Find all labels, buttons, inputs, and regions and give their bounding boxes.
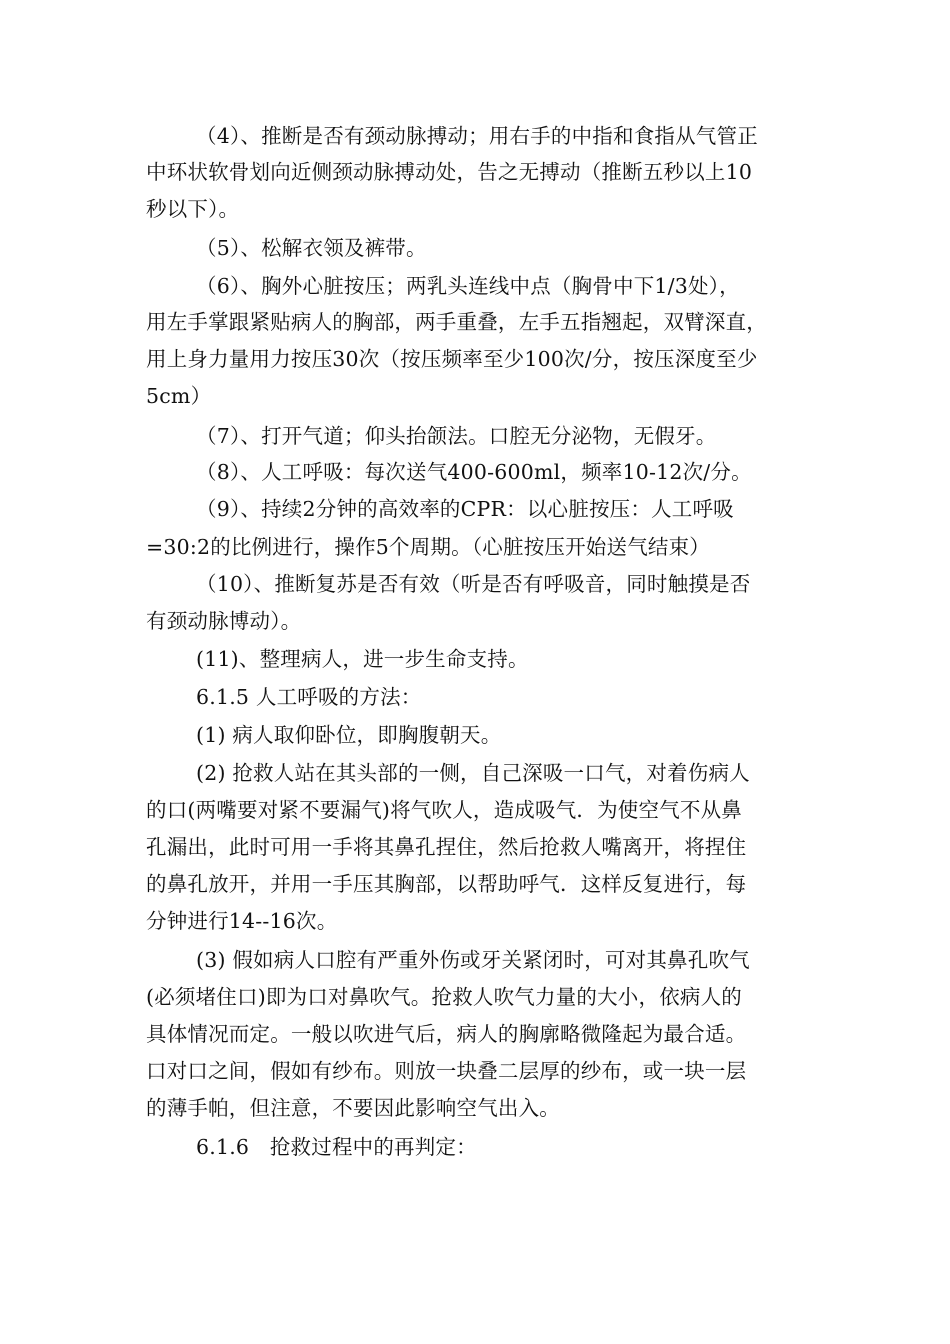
text-line: （5）、松解衣领及裤带。 [196,236,427,260]
text-line: 用上身力量用力按压30次（按压频率至少100次/分，按压深度至少 [146,347,758,371]
text-line: （7）、打开气道；仰头抬颌法。口腔无分泌物，无假牙。 [196,424,717,448]
text-line: （6）、胸外心脏按压；两乳头连线中点（胸骨中下1/3处）， [196,274,740,298]
text-line: 中环状软骨划向近侧颈动脉搏动处，告之无搏动（推断五秒以上10 [146,160,753,184]
text-line: 的薄手帕，但注意，不要因此影响空气出入。 [146,1096,560,1120]
text-line: 秒以下）。 [146,197,240,221]
text-line: 孔漏出，此时可用一手将其鼻孔捏住，然后抢救人嘴离开，将捏住 [146,835,747,859]
text-line: (必须堵住口)即为口对鼻吹气。抢救人吹气力量的大小，依病人的 [146,985,742,1009]
text-line: 用左手掌跟紧贴病人的胸部，两手重叠，左手五指翘起，双臂深直， [146,310,767,334]
text-line: (3) 假如病人口腔有严重外伤或牙关紧闭时，可对其鼻孔吹气 [196,948,750,972]
text-line: 具体情况而定。一般以吹进气后，病人的胸廓略微隆起为最合适。 [146,1022,747,1046]
text-line: 的鼻孔放开，并用一手压其胸部，以帮助呼气．这样反复进行，每 [146,872,747,896]
text-line: 分钟进行14--16次。 [146,909,338,933]
text-line: (1) 病人取仰卧位，即胸腹朝天。 [196,723,502,747]
text-line: =30:2的比例进行，操作5个周期。（心脏按压开始送气结束） [146,535,711,559]
text-line: 有颈动脉博动）。 [146,609,302,633]
section-heading: 6.1.6 抢救过程中的再判定： [196,1135,477,1159]
text-line: 的口(两嘴要对紧不要漏气)将气吹人，造成吸气．为使空气不从鼻 [146,798,742,822]
text-line: 口对口之间，假如有纱布。则放一块叠二层厚的纱布，或一块一层 [146,1059,747,1083]
text-line: 5cm） [146,384,212,408]
section-heading: 6.1.5 人工呼吸的方法： [196,685,422,709]
text-line: （4）、推断是否有颈动脉搏动；用右手的中指和食指从气管正 [196,124,758,148]
text-line: （8）、人工呼吸：每次送气400-600ml，频率10-12次/分。 [196,460,752,484]
text-line: （9）、持续2分钟的高效率的CPR：以心脏按压：人工呼吸 [196,497,734,521]
text-line: (11)、整理病人，进一步生命支持。 [196,647,529,671]
text-line: （10）、推断复苏是否有效（听是否有呼吸音，同时触摸是否 [196,572,751,596]
text-line: (2) 抢救人站在其头部的一侧，自己深吸一口气，对着伤病人 [196,761,750,785]
